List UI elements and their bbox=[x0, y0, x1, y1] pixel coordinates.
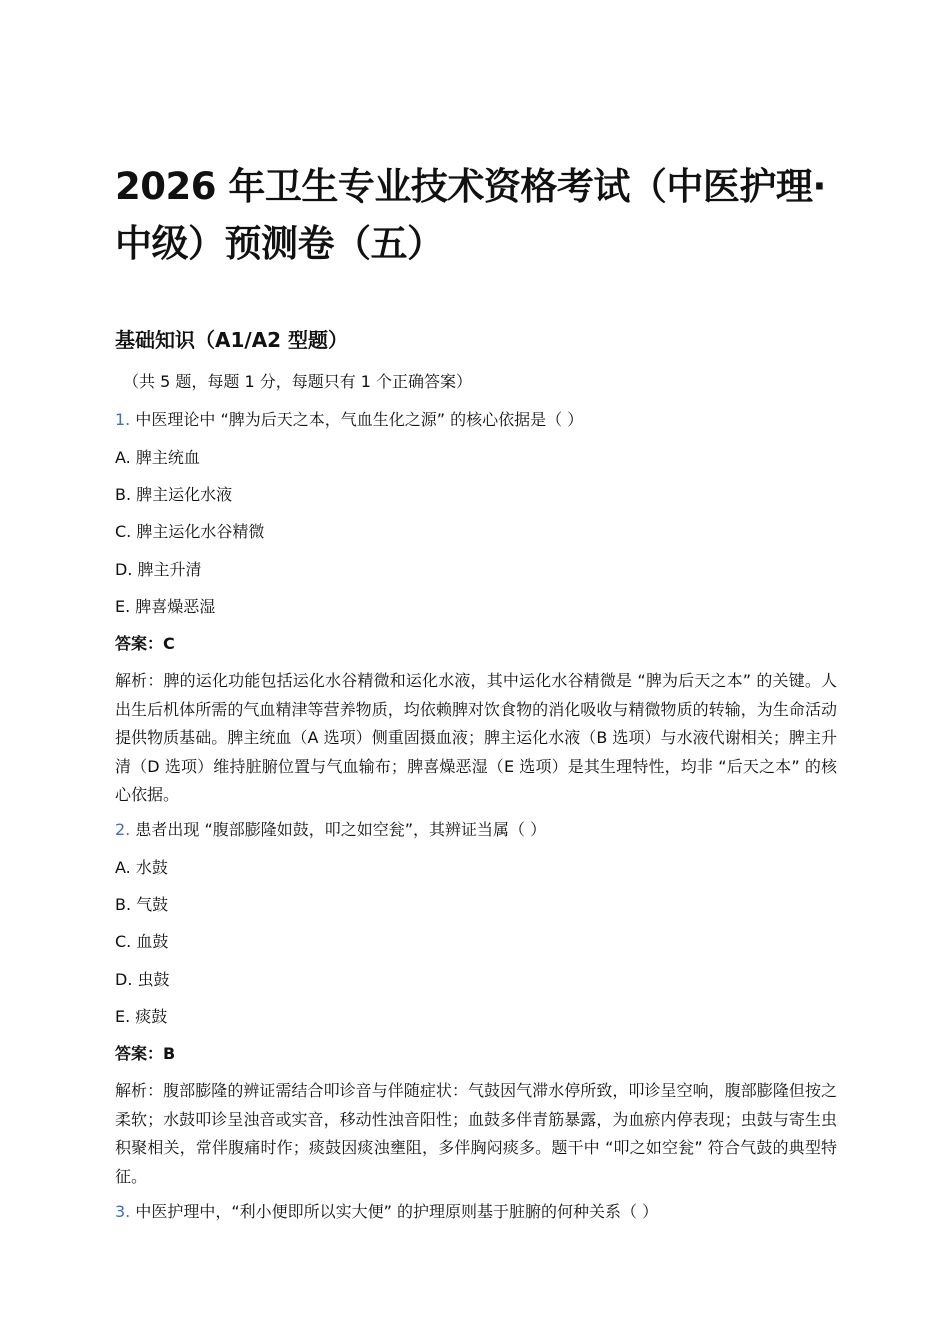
question-text: 患者出现 “腹部膨隆如鼓，叩之如空瓮”，其辨证当属（ ） bbox=[135, 820, 547, 839]
document-title: 2026 年卫生专业技术资格考试（中医护理·中级）预测卷（五） bbox=[115, 165, 826, 265]
question-text: 中医护理中，“利小便即所以实大便” 的护理原则基于脏腑的何种关系（ ） bbox=[135, 1202, 659, 1221]
section-note: （共 5 题，每题 1 分，每题只有 1 个正确答案） bbox=[123, 372, 473, 391]
question-2-explanation: 解析：腹部膨隆的辨证需结合叩诊音与伴随症状：气鼓因气滞水停所致，叩诊呈空响，腹部膨隆但按之柔软；水鼓叩诊呈浊音或实音，移动性浊音阳性；血鼓多伴青筋暴露，为血瘀内停表现；虫鼓与寄生虫积聚相关，常伴腹痛时作；痰鼓因痰浊壅阻，多伴胸闷痰多。题干中 “叩之如空瓮” 符合气鼓的典型特征。 bbox=[115, 1081, 837, 1186]
section-heading: 基础知识（A1/A2 型题） bbox=[115, 328, 349, 352]
question-2-option-e: E. 痰鼓 bbox=[115, 1007, 168, 1026]
question-number: 2. bbox=[115, 820, 131, 839]
question-number: 3. bbox=[115, 1202, 131, 1221]
question-1-option-c: C. 脾主运化水谷精微 bbox=[115, 522, 265, 541]
question-1-explanation: 解析：脾的运化功能包括运化水谷精微和运化水液，其中运化水谷精微是 “脾为后天之本” 的关键。人出生后机体所需的气血精津等营养物质，均依赖脾对饮食物的消化吸收与精微物质的转输，为生命活动提供物质基础。脾主统血（A 选项）侧重固摄血液；脾主运化水液（B 选项）与水液代谢相关；脾主升清（D 选项）维持脏腑位置与气血输布；脾喜燥恶湿（E 选项）是其生理特性，均非 “后天之本” 的核心依据。 bbox=[115, 671, 837, 804]
question-number: 1. bbox=[115, 410, 131, 429]
question-3-stem bbox=[115, 1200, 658, 1224]
question-2-stem bbox=[115, 818, 546, 842]
question-1-option-e: E. 脾喜燥恶湿 bbox=[115, 597, 216, 616]
question-2-option-b: B. 气鼓 bbox=[115, 895, 169, 914]
question-2-option-a: A. 水鼓 bbox=[115, 858, 168, 877]
question-1-stem bbox=[115, 408, 583, 432]
question-1-option-d: D. 脾主升清 bbox=[115, 560, 202, 579]
question-2-option-c: C. 血鼓 bbox=[115, 932, 169, 951]
question-text: 中医理论中 “脾为后天之本，气血生化之源” 的核心依据是（ ） bbox=[135, 410, 584, 429]
question-1-option-b: B. 脾主运化水液 bbox=[115, 485, 233, 504]
question-2-answer: 答案：B bbox=[115, 1044, 176, 1063]
question-1-answer: 答案：C bbox=[115, 634, 175, 653]
question-1-option-a: A. 脾主统血 bbox=[115, 448, 200, 467]
question-2-option-d: D. 虫鼓 bbox=[115, 970, 170, 989]
